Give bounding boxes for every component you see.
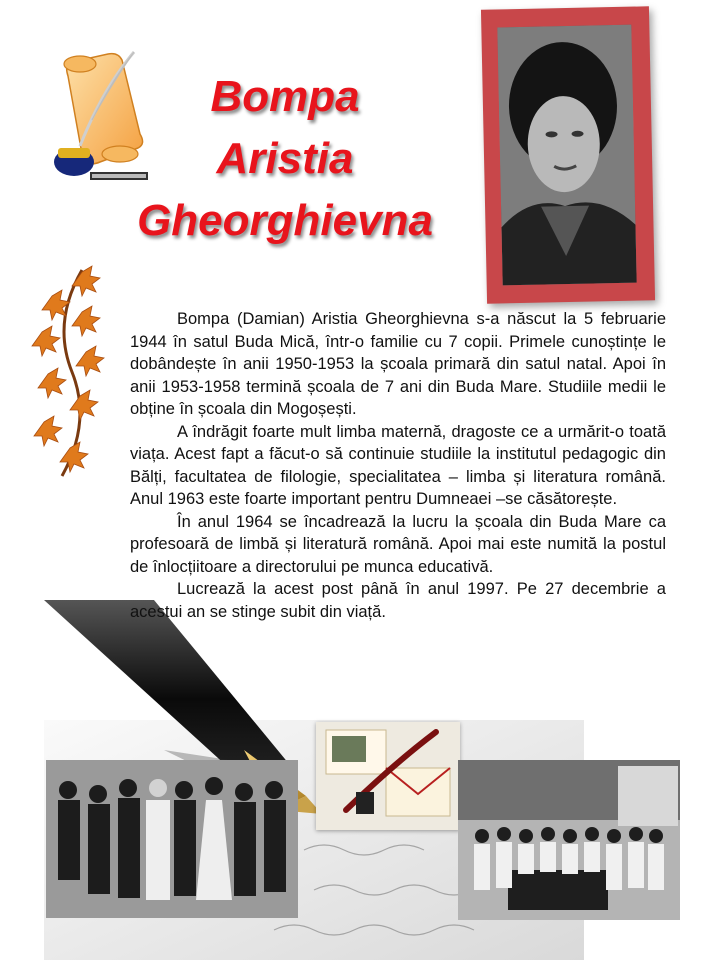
portrait-frame <box>481 6 655 303</box>
portrait-photo <box>497 25 636 286</box>
class-photo <box>458 760 680 920</box>
bio-paragraph-3: În anul 1964 se încadrează la lucru la școala din Buda Mare ca profesoară de limbă și literatură română. Apoi mai este numită la postul de înlocțiitoare a directorului pe munca educativă. <box>130 512 666 576</box>
title-patronymic: Gheorghievna <box>137 196 433 245</box>
letters-quill-photo <box>316 722 460 830</box>
bio-paragraph-4: Lucrează la acest post până în anul 1997. Pe 27 decembrie a acestui an se stinge subit din viață. <box>130 580 666 621</box>
title-first-name: Aristia <box>216 134 354 183</box>
biography-text <box>130 308 666 623</box>
group-photo <box>46 760 298 918</box>
bio-paragraph-1: Bompa (Damian) Aristia Gheorghievna s-a născut la 5 februarie 1944 în satul Buda Mică, într-o familie cu 7 copii. Primele cunoștințe le dobândește în anii 1950-1953 la școala primară din satul natal. Apoi în anii 1953-1958 termină școala de 7 ani din Buda Mare. Studiile medii le obține în școala din Mogoșești. <box>130 310 666 418</box>
autumn-branch <box>22 262 112 482</box>
bio-paragraph-2: A îndrăgit foarte mult limba maternă, dragoste ce a urmărit-o toată viața. Acest fapt a făcut-o să continuie studiile la institutul pedagogic din Bălți, facultatea de filologie, specialitatea – limba și literatura română. Anul 1963 este foarte important pentru Dumneaei –se căsătorește. <box>130 422 666 508</box>
page-title <box>110 66 460 252</box>
title-surname: Bompa <box>210 72 360 121</box>
